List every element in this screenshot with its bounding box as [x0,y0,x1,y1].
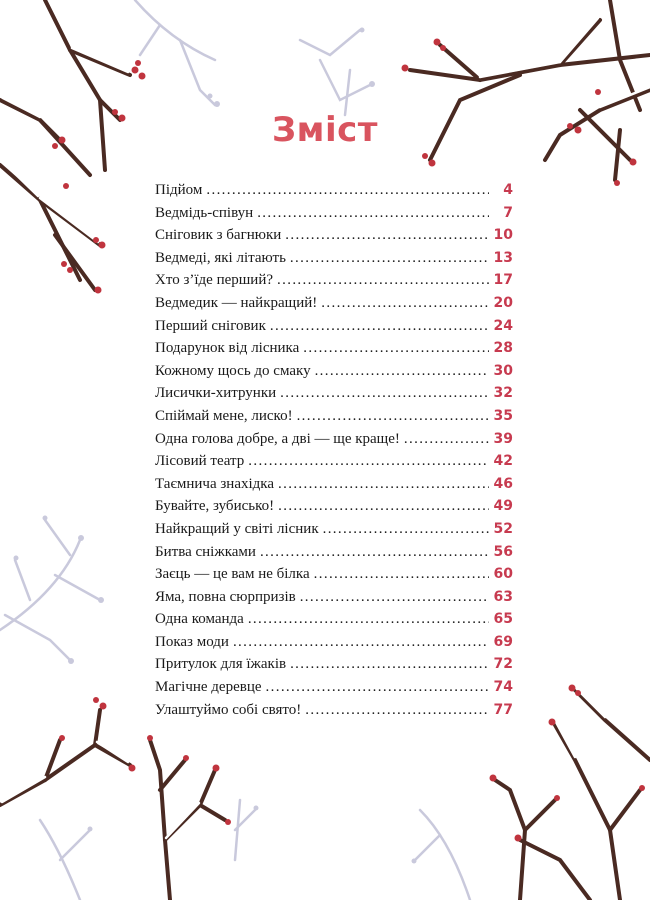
toc-entry[interactable] [155,589,513,612]
toc-entry-page-number: 32 [493,385,513,402]
toc-entry-title: Притулок для їжаків [155,656,287,673]
toc-entry[interactable] [155,227,513,250]
toc-entry-title: Улаштуймо собі свято! [155,701,302,718]
toc-dot-leader [305,702,489,719]
toc-entry-title: Спіймай мене, лиско! [155,407,293,424]
toc-entry-page-number: 74 [493,679,513,696]
toc-dot-leader [248,453,489,470]
toc-dot-leader [266,679,489,696]
toc-dot-leader [280,385,489,402]
toc-entry-title: Перший сніговик [155,317,266,334]
toc-dot-leader [285,227,489,244]
toc-entry-page-number: 28 [493,340,513,357]
toc-entry-page-number: 4 [503,182,513,198]
toc-entry-page-number: 24 [493,317,513,334]
toc-entry[interactable] [155,431,513,454]
toc-dot-leader [270,318,489,335]
toc-entry[interactable] [155,611,513,634]
toc-dot-leader [314,566,489,583]
toc-entry-title: Лісовий театр [155,453,245,470]
toc-entry-title: Одна команда [155,611,244,628]
toc-entry-page-number: 63 [493,588,513,605]
toc-entry-page-number: 39 [493,430,513,447]
toc-entry-title: Одна голова добре, а дві — ще краще! [155,430,400,447]
toc-entry-title: Битва сніжками [155,543,256,560]
toc-entry[interactable] [155,363,513,386]
toc-entry[interactable] [155,295,513,318]
toc-entry[interactable] [155,544,513,567]
toc-dot-leader [300,589,489,606]
toc-entry-title: Кожному щось до смаку [155,362,311,379]
toc-entry-title: Ведмедик — найкращий! [155,294,318,311]
toc-entry-page-number: 52 [493,520,513,537]
table-of-contents [155,182,513,724]
toc-entry-title: Ведмідь-співун [155,204,254,221]
toc-entry-page-number: 20 [493,294,513,311]
toc-entry[interactable] [155,182,513,205]
toc-entry-title: Підйом [155,182,203,198]
toc-entry-page-number: 49 [493,498,513,515]
toc-entry-page-number: 69 [493,633,513,650]
toc-dot-leader [257,205,489,222]
toc-entry-title: Хто з’їде перший? [155,272,274,289]
toc-dot-leader [404,431,489,448]
toc-dot-leader [248,611,489,628]
toc-entry-page-number: 46 [493,475,513,492]
toc-entry-page-number: 60 [493,566,513,583]
toc-entry[interactable] [155,340,513,363]
toc-dot-leader [290,656,489,673]
toc-entry-title: Заєць — це вам не білка [155,566,310,583]
toc-entry-title: Бувайте, зубисько! [155,498,275,515]
toc-dot-leader [260,544,489,561]
toc-dot-leader [206,182,489,199]
toc-entry[interactable] [155,205,513,228]
toc-entry-page-number: 10 [493,227,513,244]
toc-entry[interactable] [155,272,513,295]
toc-entry-page-number: 35 [493,407,513,424]
toc-entry-page-number: 42 [493,453,513,470]
toc-entry[interactable] [155,476,513,499]
toc-entry[interactable] [155,318,513,341]
toc-entry[interactable] [155,250,513,273]
toc-dot-leader [233,634,489,651]
page-title: Зміст [272,110,378,150]
toc-dot-leader [277,272,489,289]
toc-entry[interactable] [155,679,513,702]
toc-entry-page-number: 17 [493,272,513,289]
toc-entry-title: Показ моди [155,633,229,650]
toc-dot-leader [321,295,489,312]
toc-dot-leader [290,250,489,267]
toc-entry-page-number: 30 [493,362,513,379]
toc-entry-page-number: 72 [493,656,513,673]
toc-entry-title: Лисички-хитрунки [155,385,277,402]
toc-entry-title: Таємнича знахідка [155,475,275,492]
toc-entry-title: Ведмеді, які літають [155,249,286,266]
toc-entry-title: Магічне деревце [155,679,262,696]
toc-entry-page-number: 13 [493,249,513,266]
toc-dot-leader [278,498,489,515]
toc-entry[interactable] [155,702,513,725]
toc-entry[interactable] [155,498,513,521]
toc-entry[interactable] [155,408,513,431]
toc-entry-title: Сніговик з багнюки [155,227,282,244]
toc-entry[interactable] [155,566,513,589]
toc-entry-title: Яма, повна сюрпризів [155,588,296,605]
toc-entry-page-number: 56 [493,543,513,560]
toc-dot-leader [297,408,489,425]
toc-entry[interactable] [155,656,513,679]
toc-dot-leader [323,521,489,538]
toc-entry-title: Найкращий у світі лісник [155,520,319,537]
toc-entry[interactable] [155,385,513,408]
toc-entry[interactable] [155,453,513,476]
toc-dot-leader [278,476,489,493]
toc-dot-leader [315,363,489,380]
toc-entry[interactable] [155,521,513,544]
toc-entry-page-number: 65 [493,611,513,628]
toc-entry[interactable] [155,634,513,657]
toc-entry-page-number: 7 [503,204,513,221]
toc-entry-page-number: 77 [493,701,513,718]
toc-entry-title: Подарунок від лісника [155,340,300,357]
toc-dot-leader [303,340,489,357]
